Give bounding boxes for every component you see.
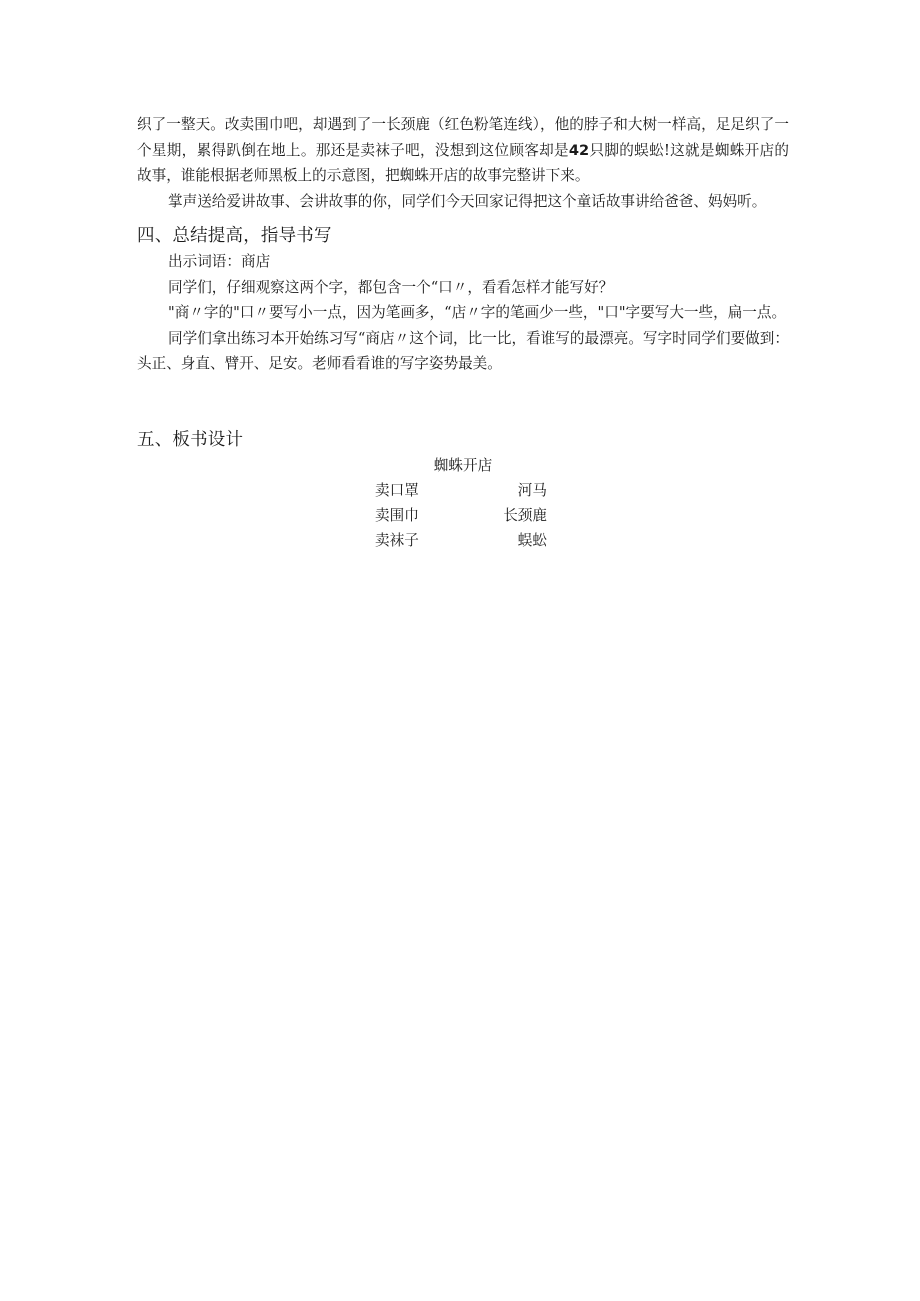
blackboard-design bbox=[137, 453, 789, 553]
section4-heading: 四、总结提高，指导书写 bbox=[137, 226, 332, 246]
story-line-2a: 织了一个星期，累得趴倒在地上。那还是卖袜子吧，没想到这位顾客却是 bbox=[137, 116, 789, 159]
board-row-left: 卖围巾 bbox=[375, 506, 419, 524]
story-number: 42 bbox=[568, 141, 590, 159]
document-body bbox=[137, 112, 789, 553]
board-row-right: 河马 bbox=[517, 481, 547, 499]
board-title: 蜘蛛开店 bbox=[433, 456, 493, 474]
board-row-right: 长颈鹿 bbox=[503, 506, 547, 524]
section4-words: 出示词语：商店 bbox=[168, 253, 271, 270]
story-line-1: 织了一整天。改卖围巾吧，却遇到了一长颈鹿（红色粉笔连线），他的脖子和大树一样高，足足 bbox=[137, 116, 746, 133]
section4-practice: 同学们拿出练习本开始练习写“商店〃这个词，比一比，看谁写的最漂亮。写字时同学们要做到：头正、身直、臂开、足安。老师看看谁的写字姿势最美。 bbox=[137, 329, 789, 372]
section5-heading: 五、板书设计 bbox=[137, 429, 244, 450]
board-row-left: 卖袜子 bbox=[375, 531, 419, 549]
story-line-2b: 只脚的蜈蚣!这就是 bbox=[589, 141, 715, 159]
section4-observe: 同学们，仔细观察这两个字，都包含一个“口〃，看看怎样才能写好？ bbox=[168, 278, 614, 296]
board-row-left: 卖口罩 bbox=[375, 481, 419, 499]
story-line-3: 蜘蛛开店的故事，谁能根据老师黑板上的示意图，把蜘蛛开店的故事完整讲下来。 bbox=[137, 141, 789, 184]
section4-writing-tips: "商〃字的"口〃要写小一点，因为笔画多，“店〃字的笔画少一些，"口"字要写大一些，扁一点。 bbox=[168, 304, 787, 321]
board-row-right: 蜈蚣 bbox=[517, 531, 547, 549]
story-paragraph bbox=[137, 112, 789, 189]
applause-paragraph: 掌声送给爱讲故事、会讲故事的你，同学们今天回家记得把这个童话故事讲给爸爸、妈妈听。 bbox=[168, 192, 767, 210]
